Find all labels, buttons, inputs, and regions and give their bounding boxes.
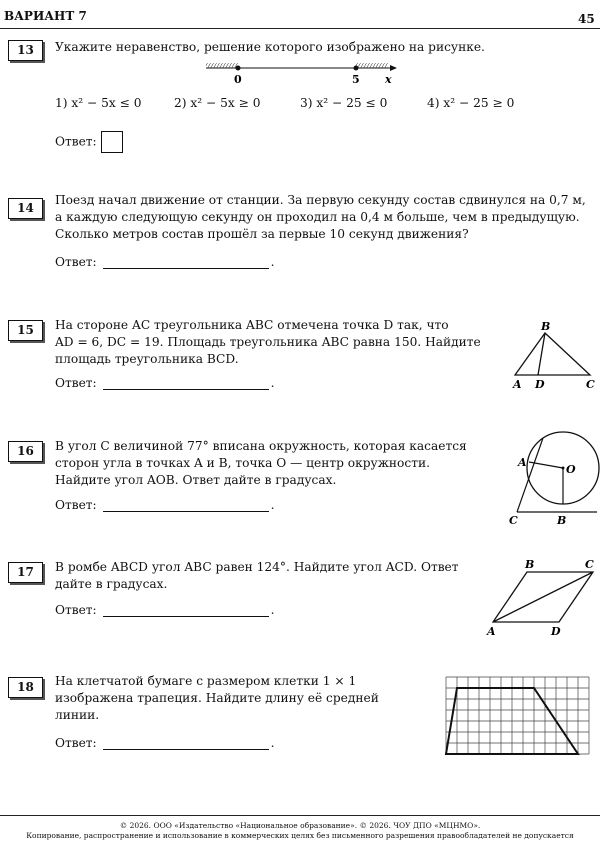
answer-field[interactable]	[103, 737, 269, 750]
question-text	[55, 317, 481, 368]
label-b: B	[541, 320, 551, 333]
label-c: C	[585, 558, 594, 571]
answer-label: Ответ:	[55, 376, 97, 390]
footer-rule	[0, 815, 600, 816]
axis-label-5: 5	[352, 73, 360, 86]
text-line: а каждую следующую секунду он проходил на 0,4 м больше, чем в предыдущую.	[55, 210, 580, 224]
answer-label: Ответ:	[55, 498, 97, 512]
axis-label-0: 0	[234, 73, 242, 86]
answer-label: Ответ:	[55, 736, 97, 750]
label-a: A	[518, 456, 527, 469]
inscribed-circle-figure	[505, 418, 600, 528]
question-text: Укажите неравенство, решение которого изображено на рисунке.	[55, 40, 485, 54]
label-d: D	[551, 625, 561, 638]
question-number: 18	[8, 677, 43, 698]
number-line-figure	[200, 60, 400, 90]
answer-label: Ответ:	[55, 255, 97, 269]
label-o: O	[566, 463, 576, 476]
answer-field[interactable]	[103, 499, 269, 512]
text-line: дайте в градусах.	[55, 577, 168, 591]
question-number: 14	[8, 198, 43, 219]
answer-row: Ответ: .	[55, 736, 275, 750]
text-line: линии.	[55, 708, 100, 722]
question-number: 15	[8, 320, 43, 341]
text-line: В угол C величиной 77° вписана окружность, которая касается	[55, 439, 467, 453]
text-line: В ромбе ABCD угол ABC равен 124°. Найдите угол ACD. Ответ	[55, 560, 459, 574]
text-line: площадь треугольника BCD.	[55, 352, 239, 366]
label-c: C	[509, 514, 518, 527]
label-a: A	[513, 378, 522, 391]
question-text	[55, 673, 379, 724]
question-number: 17	[8, 562, 43, 583]
answer-row: Ответ: .	[55, 498, 275, 512]
grid-trapezoid-figure	[446, 677, 591, 759]
label-d: D	[535, 378, 545, 391]
text-line: Сколько метров состав прошёл за первые 10 секунд движения?	[55, 227, 469, 241]
option-4[interactable]: 4) x² − 25 ≥ 0	[427, 96, 515, 110]
option-1[interactable]: 1) x² − 5x ≤ 0	[55, 96, 142, 110]
label-b: B	[525, 558, 535, 571]
answer-label: Ответ:	[55, 134, 97, 149]
footer-notice: Копирование, распространение и использование в коммерческих целях без письменного разрешения правообладателей не допускается	[26, 831, 574, 840]
answer-box[interactable]	[101, 131, 123, 153]
question-number: 16	[8, 441, 43, 462]
text-line: На клетчатой бумаге с размером клетки 1 × 1	[55, 674, 357, 688]
question-text	[55, 559, 459, 593]
label-c: C	[586, 378, 595, 391]
text-line: Поезд начал движение от станции. За первую секунду состав сдвинулся на 0,7 м,	[55, 193, 586, 207]
answer-row	[55, 131, 123, 153]
question-text	[55, 192, 586, 243]
variant-label: ВАРИАНТ 7	[4, 9, 87, 23]
text-line: изображена трапеция. Найдите длину её средней	[55, 691, 379, 705]
answer-row: Ответ: .	[55, 603, 275, 617]
answer-field[interactable]	[103, 604, 269, 617]
page-number: 45	[578, 12, 595, 26]
triangle-figure	[505, 320, 600, 395]
question-text	[55, 438, 467, 489]
text-line: Найдите угол AOB. Ответ дайте в градусах.	[55, 473, 337, 487]
answer-row: Ответ: .	[55, 255, 275, 269]
question-number: 13	[8, 40, 43, 61]
text-line: AD = 6, DC = 19. Площадь треугольника ABC равна 150. Найдите	[55, 335, 481, 349]
label-b: B	[557, 514, 567, 527]
answer-field[interactable]	[103, 256, 269, 269]
option-3[interactable]: 3) x² − 25 ≤ 0	[300, 96, 388, 110]
answer-field[interactable]	[103, 377, 269, 390]
option-2[interactable]: 2) x² − 5x ≥ 0	[174, 96, 261, 110]
answer-row: Ответ: .	[55, 376, 275, 390]
header-rule	[0, 28, 600, 29]
answer-label: Ответ:	[55, 603, 97, 617]
text-line: На стороне AC треугольника ABC отмечена точка D так, что	[55, 318, 449, 332]
label-a: A	[487, 625, 496, 638]
axis-label-x: x	[385, 73, 392, 86]
footer-copyright: © 2026. ООО «Издательство «Национальное образование». © 2026. ЧОУ ДПО «МЦНМО».	[119, 821, 481, 830]
rhombus-figure	[485, 558, 600, 638]
text-line: сторон угла в точках A и B, точка O — центр окружности.	[55, 456, 430, 470]
